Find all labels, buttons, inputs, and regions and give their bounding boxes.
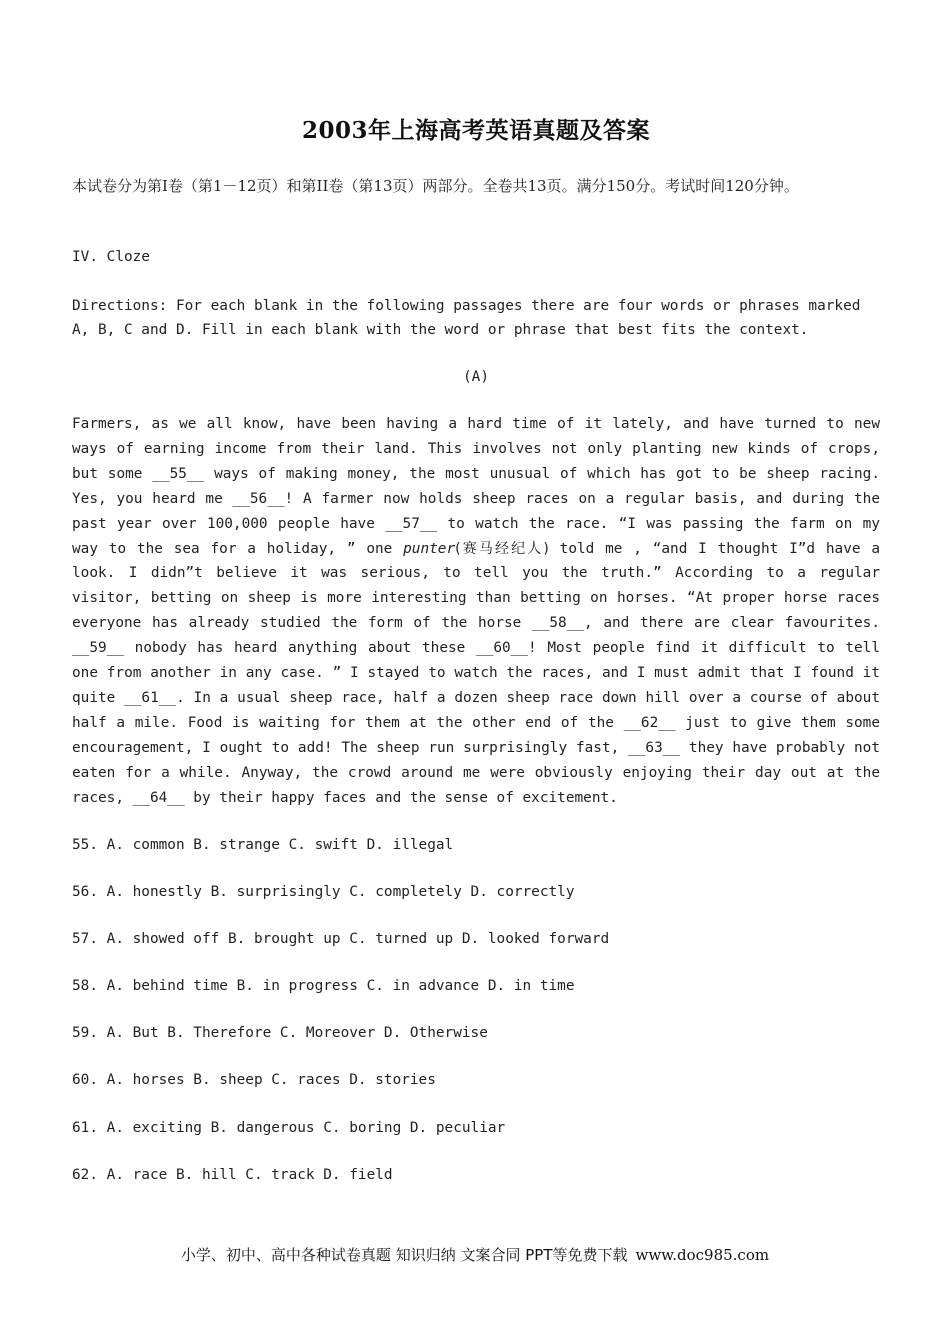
question-item: 56. A. honestly B. surprisingly C. completely D. correctly	[72, 884, 575, 901]
question-item: 59. A. But B. Therefore C. Moreover D. Otherwise	[72, 1025, 488, 1042]
directions-text: Directions: For each blank in the following passages there are four words or phrases marked A, B, C and D. Fill in each blank with the word or phrase that best fits the context.	[72, 298, 861, 338]
question-item: 58. A. behind time B. in progress C. in advance D. in time	[72, 978, 575, 995]
passage-text-end: told me , “and I thought I”d have a look. I didn”t believe it was serious, to tell you the truth.” According to a regular visitor, betting on sheep is more interesting than betting on horses. “At proper horse races everyone has already studied the form of the horse __58__, and there are clear favourites. __59__ nobody has heard anything about these __60__! Most people find it difficult to tell one from another in any case. ” I stayed to watch the races, and I must admit that I found it quite __61__. In a usual sheep race, half a dozen sheep race down hill over a course of about half a mile. Food is waiting for them at the other end of the __62__ just to give them some encouragement, I ought to add! The sheep run surprisingly fast, __63__ they have probably not eaten for a while. Anyway, the crowd around me were obviously enjoying their day out at the races, __64__ by their happy faces and the sense of excitement.	[72, 540, 880, 806]
question-list	[72, 834, 880, 1211]
cloze-passage	[72, 412, 880, 811]
question-item: 61. A. exciting B. dangerous C. boring D. peculiar	[72, 1119, 506, 1136]
exam-intro: 本试卷分为第I卷（第1－12页）和第II卷（第13页）两部分。全卷共13页。满分150分。考试时间120分钟。	[72, 177, 799, 195]
passage-text-start: Farmers, as we all know, have been having a hard time of it lately, and have turned to new ways of earning income from their land. This involves not only planting new kinds of crops, but some __55__ ways of making money, the most unusual of which has got to be sheep racing. Yes, you heard me __56__! A farmer now holds sheep races on a regular basis, and during the past year over 100,000 people have __57__ to watch the race. “I was passing the farm on my way to the sea for a holiday, ” one	[72, 416, 880, 557]
page-title: 2003年上海高考英语真题及答案	[301, 117, 650, 144]
question-item: 60. A. horses B. sheep C. races D. stories	[72, 1072, 436, 1089]
passage-term-gloss: (赛马经纪人)	[455, 540, 549, 557]
question-item: 57. A. showed off B. brought up C. turned up D. looked forward	[72, 931, 610, 948]
page-footer	[0, 1244, 950, 1265]
section-heading: IV. Cloze	[72, 249, 150, 265]
footer-site-link[interactable]: www.doc985.com	[635, 1246, 770, 1264]
question-item: 62. A. race B. hill C. track D. field	[72, 1166, 393, 1183]
passage-label: (A)	[463, 369, 489, 385]
footer-text: 小学、初中、高中各种试卷真题 知识归纳 文案合同 PPT等免费下载	[180, 1246, 628, 1264]
passage-term: punter	[403, 540, 456, 557]
question-item: 55. A. common B. strange C. swift D. illegal	[72, 837, 454, 853]
